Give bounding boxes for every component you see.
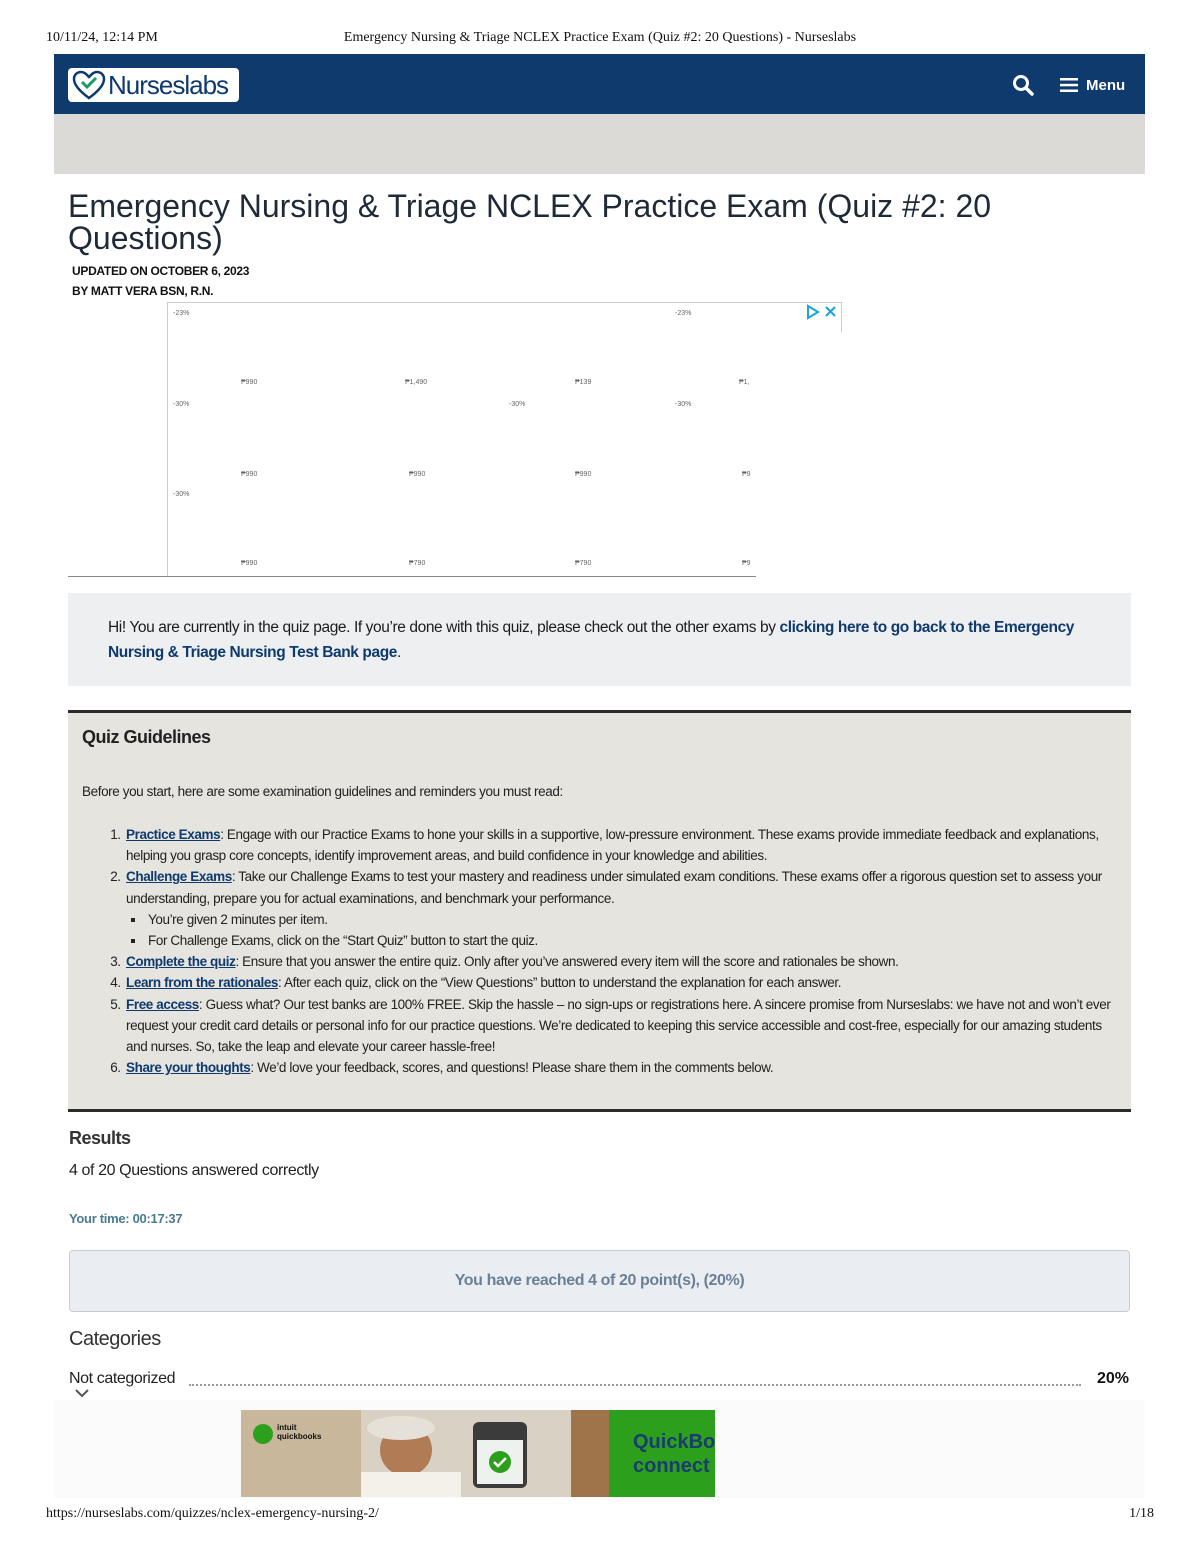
ad-price-cell: ₱990 [241,560,258,567]
ad-price-cell: -30% [509,401,526,408]
print-page-number: 1/18 [1129,1506,1154,1521]
print-page-title: Emergency Nursing & Triage NCLEX Practice Exam (Quiz #2: 20 Questions) - Nurseslabs [343,30,857,45]
ad-price-cell: ₱1,490 [405,379,428,386]
test-bank-link[interactable]: clicking here to go back to the Emergency Nursing & Triage Nursing Test Bank page [108,619,1075,661]
page-title: Emergency Nursing & Triage NCLEX Practice Exam (Quiz #2: 20 Questions) [68,188,992,256]
list-item [124,824,1117,866]
guideline-sublist [146,909,1117,951]
logo-text: Nurseslabs [108,69,229,100]
guideline-text: : Ensure that you answer the entire quiz. Only after you’ve answered every item will the score and rationales be shown. [235,954,899,970]
ad-brand-line: connect [633,1455,710,1477]
category-dots [189,1384,1081,1386]
ad-price-cell: -23% [173,310,190,317]
ad-price-cell: ₱139 [575,379,592,386]
list-item [124,1057,1117,1078]
results-count: 4 of 20 Questions answered correctly [69,1162,319,1179]
site-logo[interactable] [68,68,239,102]
category-percent: 20% [1096,1370,1129,1387]
ad-price-cell: ₱790 [575,560,592,567]
elapsed-time: Your time: 00:17:37 [69,1211,183,1226]
guidelines-title: Quiz Guidelines [82,727,211,747]
print-footer [46,1506,1154,1526]
guideline-text: : After each quiz, click on the “View Questions” button to understand the explanation for each answer. [278,975,842,991]
ad-choices-icon[interactable] [806,304,838,320]
menu-label: Menu [1086,76,1126,94]
ad-price-cell: ₱1, [739,379,750,386]
top-ad[interactable] [167,302,842,577]
bottom-ad[interactable] [241,1410,715,1497]
list-item [124,866,1117,951]
ad-price-cell: ₱990 [241,471,258,478]
guideline-label: Complete the quiz [126,954,236,970]
ad-price-cell: ₱990 [575,471,592,478]
guideline-text: : Take our Challenge Exams to test your mastery and readiness under simulated exam conditions. These exams offer a rigorous question set to assess your understanding, prepare you for actual examinations, and benchmark your performance. [126,869,1102,906]
ad-price-cell: ₱9 [742,560,751,567]
category-row [69,1370,1129,1392]
guideline-label: Practice Exams [126,827,221,842]
ad-price-cell: ₱790 [409,560,426,567]
list-item [124,951,1117,972]
print-url: https://nurseslabs.com/quizzes/nclex-emergency-nursing-2/ [46,1506,379,1521]
ad-placeholder-band [54,114,1145,174]
guideline-label: Free access [126,996,199,1012]
ad-price-cell: -30% [173,491,190,498]
list-item [124,972,1117,993]
updated-date: UPDATED ON OCTOBER 6, 2023 [72,264,250,278]
author-byline: BY MATT VERA BSN, R.N. [72,284,214,298]
quiz-guidelines [68,710,1131,1112]
ad-small-logo: intuit quickbooks [277,1423,322,1441]
ad-price-cell: ₱990 [409,471,426,478]
notice-end: . [397,644,401,661]
search-icon[interactable] [1012,74,1034,96]
guideline-label: Challenge Exams [126,869,232,885]
menu-button[interactable] [1060,74,1125,96]
chevron-down-icon[interactable] [74,1388,90,1398]
guideline-text: : Engage with our Practice Exams to hone your skills in a supportive, low-pressure environment. These exams provide immediate feedback and explanations, helping you grasp core concepts, identify improvement areas, and build confidence in your knowledge and abilities. [126,827,1099,864]
ad-price-cell: ₱9 [742,471,751,478]
ad-price-cell: -30% [173,401,190,408]
guideline-text: : We’d love your feedback, scores, and questions! Please share them in the comments below. [250,1060,774,1076]
guideline-text: : Guess what? Our test banks are 100% FREE. Skip the hassle – no sign-ups or registrations here. A sincere promise from Nurseslabs: we have not and won’t ever request your credit card details or personal info for our practice questions. We’re dedicated to keeping this service accessible and cost-free, especially for our amazing students and nurses. So, take the leap and elevate your career hassle-free! [126,996,1111,1055]
guidelines-list [124,824,1117,1078]
guideline-label: Share your thoughts [126,1060,251,1076]
category-name: Not categorized [69,1370,178,1388]
sublist-item: ▪ You’re given 2 minutes per item. [146,909,1117,930]
ad-brand-line: QuickBo [633,1431,715,1453]
sublist-item: ▪ For Challenge Exams, click on the “Start Quiz” button to start the quiz. [146,930,1117,951]
ad-price-cell: ₱990 [241,379,258,386]
ad-price-cell: -30% [675,401,692,408]
guidelines-intro: Before you start, here are some examination guidelines and reminders you must read: [82,784,563,799]
site-header [54,54,1145,114]
quiz-page-notice [68,593,1131,686]
guideline-label: Learn from the rationales [126,975,279,991]
ad-price-cell: -23% [675,310,692,317]
print-datetime: 10/11/24, 12:14 PM [46,30,158,45]
ad-brand-text [633,1430,715,1478]
print-header [46,30,1154,50]
points-summary: You have reached 4 of 20 point(s), (20%) [69,1250,1130,1312]
heart-logo-icon [72,70,106,100]
notice-text: Hi! You are currently in the quiz page. If you’re done with this quiz, please check out the other exams by [108,619,780,636]
categories-title: Categories [69,1328,161,1350]
list-item [124,994,1117,1058]
hamburger-icon [1060,77,1078,93]
results-title: Results [69,1128,131,1148]
ad-divider [68,576,756,577]
